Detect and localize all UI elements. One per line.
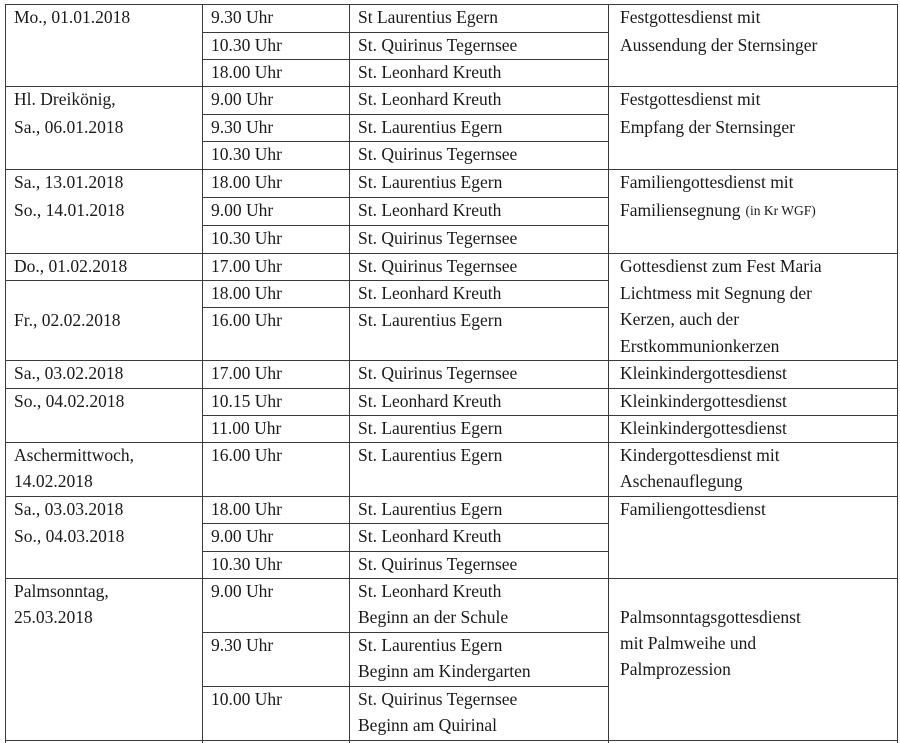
time-cell: 9.30 Uhr	[211, 635, 274, 655]
place-cell: St. Leonhard Kreuth	[358, 89, 502, 109]
table-rule	[5, 4, 6, 743]
description-cell: Kerzen, auch der	[620, 309, 740, 330]
place-cell: St. Laurentius Egern	[358, 310, 503, 330]
date-cell: Sa., 06.01.2018	[14, 117, 124, 137]
description-cell: Palmsonntagsgottesdienst	[620, 607, 801, 627]
place-cell: St. Quirinus Tegernsee	[358, 363, 518, 383]
time-cell: 18.00 Uhr	[211, 283, 282, 303]
time-cell: 10.30 Uhr	[211, 228, 282, 248]
description-cell: Empfang der Sternsinger	[620, 117, 795, 137]
description-cell: Gottesdienst zum Fest Maria	[620, 256, 822, 276]
time-cell: 10.30 Uhr	[211, 554, 282, 574]
description-cell: Festgottesdienst mit	[620, 89, 761, 109]
time-cell: 16.00 Uhr	[211, 310, 282, 330]
date-cell: Fr., 02.02.2018	[14, 310, 121, 330]
description-cell: Kindergottesdienst mit	[620, 445, 780, 465]
date-cell: Mo., 01.01.2018	[14, 7, 131, 27]
time-cell: 10.00 Uhr	[211, 689, 282, 709]
place-cell: St. Laurentius Egern	[358, 499, 503, 519]
date-cell: Aschermittwoch,	[14, 445, 135, 465]
time-cell: 9.00 Uhr	[211, 89, 274, 109]
date-cell: Do., 01.02.2018	[14, 256, 128, 276]
time-cell: 9.00 Uhr	[211, 581, 274, 601]
time-cell: 18.00 Uhr	[211, 62, 282, 82]
place-cell: St. Quirinus Tegernsee	[358, 554, 518, 574]
place-cell: St. Quirinus Tegernsee	[358, 689, 518, 709]
date-cell: 14.02.2018	[14, 471, 93, 491]
time-cell: 9.00 Uhr	[211, 200, 274, 220]
description-cell: Familiengottesdienst	[620, 499, 766, 519]
time-cell: 18.00 Uhr	[211, 172, 282, 192]
date-cell: So., 04.02.2018	[14, 391, 125, 411]
table-rule	[5, 740, 898, 741]
place-note: Beginn am Quirinal	[358, 715, 498, 735]
date-cell: Palmsonntag,	[14, 581, 109, 601]
description-cell: Festgottesdienst mit	[620, 7, 761, 27]
date-cell: Sa., 03.02.2018	[14, 363, 124, 383]
description-cell: Erstkommunionkerzen	[620, 335, 780, 356]
place-cell: St. Laurentius Egern	[358, 445, 503, 465]
table-rule	[202, 415, 898, 416]
date-cell: Sa., 03.03.2018	[14, 499, 124, 519]
time-cell: 9.30 Uhr	[211, 117, 274, 137]
date-cell: So., 14.01.2018	[14, 200, 125, 220]
time-cell: 17.00 Uhr	[211, 256, 282, 276]
time-cell: 17.00 Uhr	[211, 363, 282, 383]
date-cell: Hl. Dreikönig,	[14, 89, 116, 109]
place-cell: St. Leonhard Kreuth	[358, 62, 502, 82]
time-cell: 16.00 Uhr	[211, 445, 282, 465]
place-cell: St. Leonhard Kreuth	[358, 283, 502, 303]
time-cell: 9.30 Uhr	[211, 7, 274, 27]
time-cell: 10.30 Uhr	[211, 144, 282, 164]
place-cell: St. Quirinus Tegernsee	[358, 144, 518, 164]
place-cell: St. Laurentius Egern	[358, 418, 503, 438]
place-note: Beginn am Kindergarten	[358, 661, 531, 681]
place-cell: St. Leonhard Kreuth	[358, 200, 502, 220]
place-cell: St Laurentius Egern	[358, 7, 498, 27]
description-cell: Kleinkindergottesdienst	[620, 363, 787, 383]
description-note: (in Kr WGF)	[745, 203, 816, 218]
place-cell: St. Leonhard Kreuth	[358, 581, 502, 601]
time-cell: 9.00 Uhr	[211, 526, 274, 546]
description-cell: Kleinkindergottesdienst	[620, 391, 787, 411]
place-cell: St. Leonhard Kreuth	[358, 391, 502, 411]
description-cell: mit Palmweihe und	[620, 633, 757, 653]
time-cell: 10.30 Uhr	[211, 35, 282, 55]
place-cell: St. Quirinus Tegernsee	[358, 228, 518, 248]
place-cell: St. Leonhard Kreuth	[358, 526, 502, 546]
description-cell: Aschenauflegung	[620, 471, 743, 491]
time-cell: 18.00 Uhr	[211, 499, 282, 519]
description-cell: Lichtmess mit Segnung der	[620, 282, 812, 303]
date-cell: Sa., 13.01.2018	[14, 172, 124, 192]
date-cell: So., 04.03.2018	[14, 526, 125, 546]
description-cell: Palmprozession	[620, 659, 731, 679]
place-cell: St. Quirinus Tegernsee	[358, 256, 518, 276]
table-rule	[5, 280, 609, 281]
date-cell: 25.03.2018	[14, 607, 93, 627]
place-cell: St. Laurentius Egern	[358, 172, 503, 192]
place-cell: St. Quirinus Tegernsee	[358, 35, 518, 55]
description-cell: Familiensegnung	[620, 200, 741, 220]
table-rule	[897, 4, 898, 743]
time-cell: 10.15 Uhr	[211, 391, 282, 411]
place-cell: St. Laurentius Egern	[358, 117, 503, 137]
description-cell: Kleinkindergottesdienst	[620, 418, 787, 438]
place-note: Beginn an der Schule	[358, 607, 509, 627]
time-cell: 11.00 Uhr	[211, 418, 282, 438]
place-cell: St. Laurentius Egern	[358, 635, 503, 655]
description-cell: Familiengottesdienst mit	[620, 172, 794, 192]
description-cell: Aussendung der Sternsinger	[620, 35, 818, 55]
